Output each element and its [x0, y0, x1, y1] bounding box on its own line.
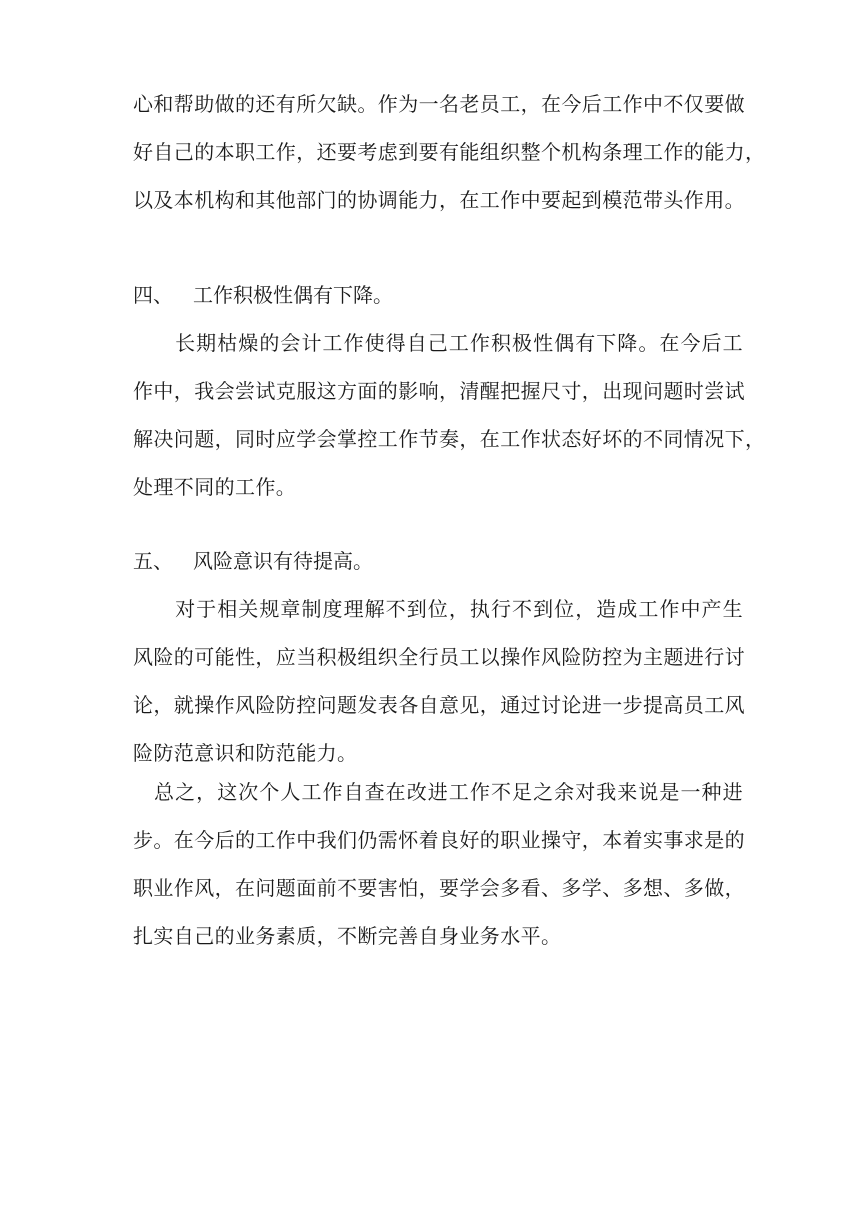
section-5-title: 风险意识有待提高。: [193, 549, 373, 573]
intro-line-1: 心和帮助做的还有所欠缺。作为一名老员工，在今后工作中不仅要做: [133, 92, 745, 116]
section-5-number: 五、: [133, 549, 173, 573]
intro-line-3: 以及本机构和其他部门的协调能力，在工作中要起到模范带头作用。: [133, 188, 745, 212]
intro-line-2: 好自己的本职工作，还要考虑到要有能组织整个机构条理工作的能力，: [133, 140, 766, 164]
section-4-line-2: 作中，我会尝试克服这方面的影响，清醒把握尺寸，出现问题时尝试: [133, 379, 745, 403]
section-5-line-4: 险防范意识和防范能力。: [133, 741, 358, 765]
section-4-title: 工作积极性偶有下降。: [193, 283, 393, 307]
section-4-line-1: 长期枯燥的会计工作使得自己工作积极性偶有下降。在今后工: [133, 331, 743, 355]
section-5-heading: [133, 547, 373, 575]
conclusion-line-4: 扎实自己的业务素质，不断完善自身业务水平。: [133, 924, 562, 948]
section-4-line-3: 解决问题，同时应学会掌控工作节奏，在工作状态好坏的不同情况下，: [133, 427, 766, 451]
conclusion-line-2: 步。在今后的工作中我们仍需怀着良好的职业操守，本着实事求是的: [133, 828, 745, 852]
conclusion-line-1: 总之，这次个人工作自查在改进工作不足之余对我来说是一种进: [133, 780, 743, 804]
section-4-number: 四、: [133, 283, 173, 307]
section-5-line-3: 论，就操作风险防控问题发表各自意见，通过讨论进一步提高员工风: [133, 693, 745, 717]
section-5-line-2: 风险的可能性，应当积极组织全行员工以操作风险防控为主题进行讨: [133, 645, 745, 669]
section-4-heading: [133, 281, 393, 309]
section-4-line-4: 处理不同的工作。: [133, 475, 297, 499]
section-5-line-1: 对于相关规章制度理解不到位，执行不到位，造成工作中产生: [133, 597, 743, 621]
conclusion-line-3: 职业作风，在问题面前不要害怕，要学会多看、多学、多想、多做，: [133, 876, 745, 900]
